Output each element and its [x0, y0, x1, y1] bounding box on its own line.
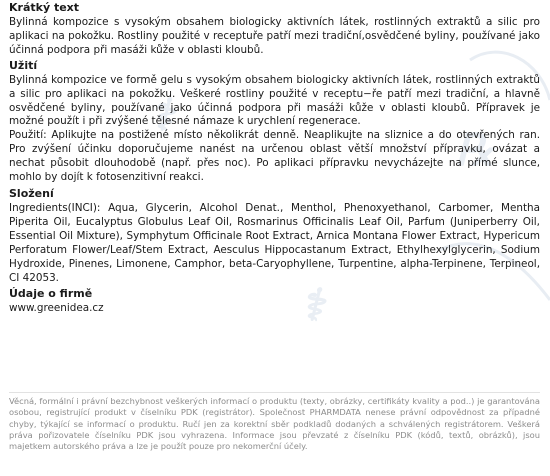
- usage-instructions: Použití: Aplikujte na postižené místo několikrát denně. Neaplikujte na sliznice a do otevřených ran. Pro zvýšení účinku doporučujeme nanést na určenou oblast větší množství přípravku, ovázat a nechat působit dlouhodobě (např. přes noc). Po aplikaci přípravku nevycházejte na přímé slunce, mohlo by dojít k fotosenzitivní reakci.: [9, 129, 540, 184]
- legal-disclaimer: Věcná, formální i právní bezchybnost veškerých informací o produktu (texty, obrázky, certifikáty kvality a pod..) je garantována osobou, registrující produkt v číselníku PDK (registrátor). Společnost PHARMDATA nenese právní odpovědnost za případné chyby, týkající se informací o produktu. Ručí jen za korektní sběr podkladů dodaných a schválených registrátorem. Veškerá práva pořizovatele číselníku PDK jsou vyhrazena. Informace jsou převzaté z číselníku PDK (kódů, textů, obrázků), jsou majetkem autorského práva a lze je použít pouze pro nekomerční účely.: [9, 392, 540, 452]
- usage-heading: Užití: [9, 58, 38, 72]
- watermark-glyph-1: ⚕: [150, 90, 174, 141]
- usage-body: Bylinná kompozice ve formě gelu s vysokým obsahem biologicky aktivních látek, rostlinných extraktů a silic pro aplikaci na pokožku. Veškeré rostliny použité v receptu−ře patří mezi tradiční, a hlavně osvědčené byliny, používané jako účinná podpora při masáži kůže v oblasti kloubů. Přípravek je možné použít i při zvýšené tělesné námaze k urychlení regenerace.: [9, 73, 540, 128]
- product-info: [9, 0, 540, 316]
- composition-heading: Složení: [9, 186, 54, 200]
- watermark-glyph-2: ℞: [455, 125, 495, 176]
- composition-body: Ingredients(INCI): Aqua, Glycerin, Alcohol Denat., Menthol, Phenoxyethanol, Carbomer, Mentha Piperita Oil, Eucalyptus Globulus Leaf Oil, Rosmarinus Officinalis Leaf Oil, Parfum (Juniperberry Oil, Essential Oil Mixture), Symphytum Officinale Root Extract, Arnica Montana Flower Extract, Hypericum Perforatum Flower/Leaf/Stem Extract, Aesculus Hippocastanum Extract, Ethylhexylglycerin, Sodium Hydroxide, Pinenes, Limonene, Camphor, beta-Caryophyllene, Turpentine, alpha-Terpinene, Terpineol, CI 42053.: [9, 201, 540, 284]
- short-text-body: Bylinná kompozice s vysokým obsahem biologicky aktivních látek, rostlinných extraktů a silic pro aplikaci na pokožku. Rostliny použité v receptuře patří mezi tradiční,osvědčené byliny, používané jako účinná podpora při masáži kůže v oblasti kloubů.: [9, 16, 540, 56]
- watermark-glyph-3: ⚕: [300, 280, 324, 331]
- company-website-link[interactable]: www.greenidea.cz: [9, 302, 104, 315]
- short-text-heading: Krátký text: [9, 1, 80, 14]
- company-heading: Údaje o firmě: [9, 287, 93, 301]
